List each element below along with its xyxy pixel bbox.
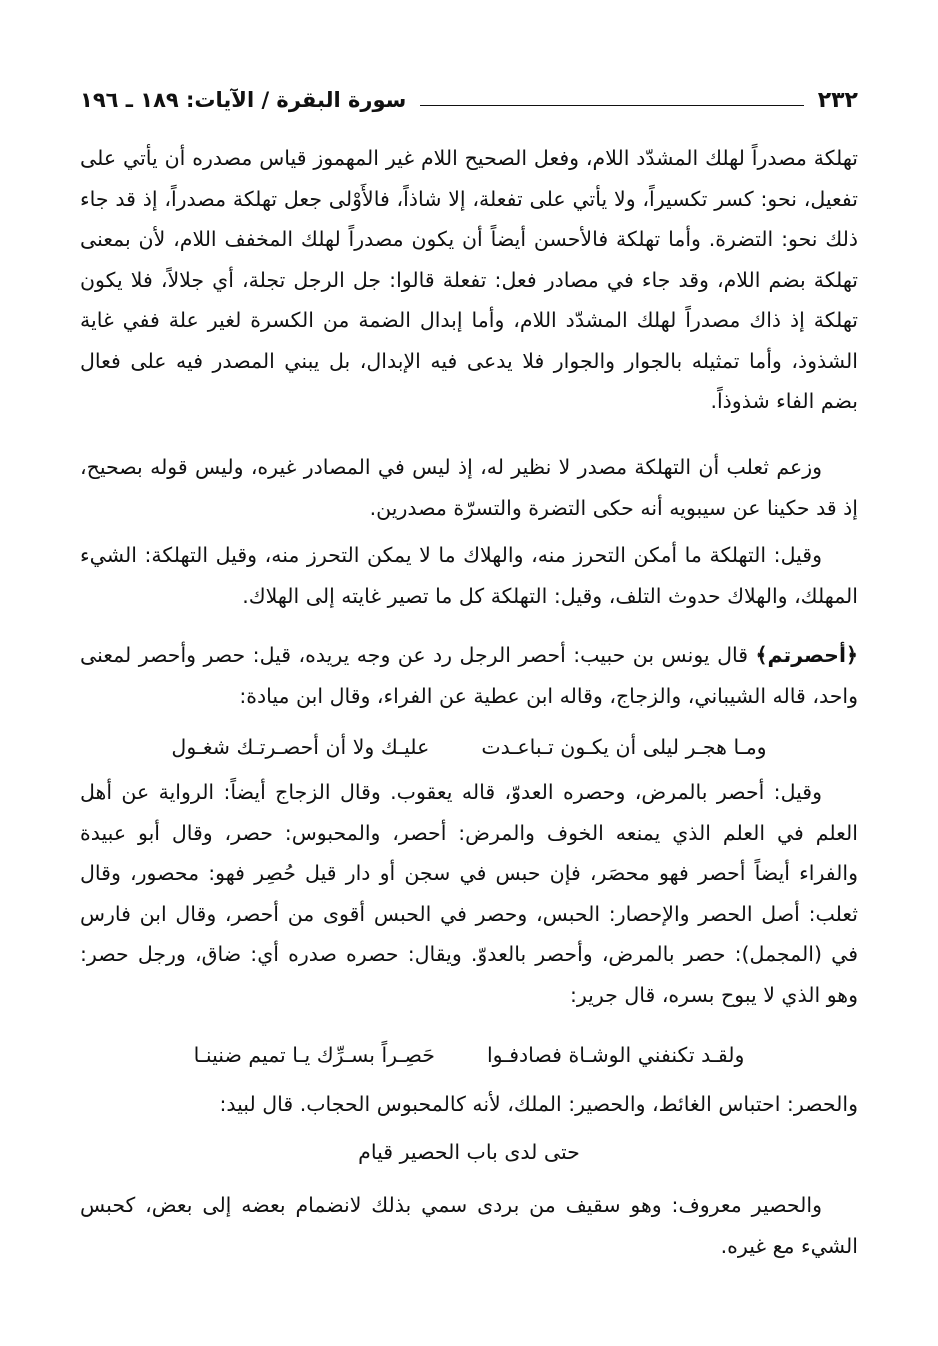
verse-2-second-hemistich: حَصِـراً بسـرِّك يـا تميم ضنينـا	[193, 1043, 435, 1067]
header-rule	[420, 105, 803, 106]
paragraph-3: وقيل: التهلكة ما أمكن التحرز منه، والهلاك ما لا يمكن التحرز منه، وقيل التهلكة: الشيء المهلك، والهلاك حدوث التلف، وقيل: التهلكة كل ما تصير غايته إلى الهلاك.	[80, 543, 858, 608]
paragraph-2: وزعم ثعلب أن التهلكة مصدر لا نظير له، إذ ليس في المصادر غيره، وليس قوله بصحيح، إذ قد حكينا عن سيبويه أنه حكى التضرة والتسرّة مصدرين.	[80, 455, 858, 520]
verse-3: حتى لدى باب الحصير قيام	[358, 1140, 580, 1164]
verse-2	[80, 1035, 858, 1075]
paragraph-4-text: قال يونس بن حبيب: أحصر الرجل رد عن وجه يريده، قيل: حصر وأحصر لمعنى واحد، قاله الشيباني، والزجاج، وقاله ابن عطية عن الفراء، وقال ابن ميادة:	[80, 643, 858, 708]
paragraph-5: وقيل: أحصر بالمرض، وحصره العدوّ، قاله يعقوب. وقال الزجاج أيضاً: الرواية عن أهل العلم في العلم الذي يمنعه الخوف والمرض: أحصر، والمحبوس: حصر، وقال أبو عبيدة والفراء أيضاً أحصر فهو محصَر، فإن حبس في سجن أو دار قيل حُصِر فهو: محصور، وقال ثعلب: أصل الحصر والإحصار: الحبس، وحصر في الحبس أقوى من أحصر، وقال ابن فارس في (المجمل): حصر بالمرض، وأحصر بالعدوّ. ويقال: حصره صدره أي: ضاق، ورجل حصر: وهو الذي لا يبوح بسره، قال جرير:	[80, 780, 858, 1007]
verse-1	[80, 727, 858, 767]
paragraph-1: تهلكة مصدراً لهلك المشدّد اللام، وفعل الصحيح اللام غير المهموز قياس مصدره أن يأتي على تفعيل، نحو: كسر تكسيراً، ولا يأتي على تفعلة، إلا شاذاً، فالأَوْلى جعل تهلكة مصدراً، إذ قد جاء ذلك نحو: التضرة. وأما تهلكة فالأحسن أيضاً أن يكون مصدراً لهلك المخفف اللام، لأن بمعنى تهلكة بضم اللام، وقد جاء في مصادر فعل: تفعلة قالوا: جل الرجل تجلة، أي جلالاً، فلا يكون تهلكة إذ ذاك مصدراً لهلك المشدّد اللام، وأما إبدال الضمة من الكسرة لغير علة ففي غاية الشذوذ، وأما تمثيله بالجوار والجوار فلا يدعى فيه الإبدال، بل يبني المصدر فيه على فعال بضم الفاء شذوذاً.	[80, 146, 858, 413]
quran-term: ﴿أحصرتم﴾	[755, 643, 858, 667]
verse-2-first-hemistich: ولقـد تكنفني الوشـاة فصادفـوا	[486, 1043, 745, 1067]
verse-1-first-hemistich: ومـا هجـر ليلى أن يكـون تـباعـدت	[481, 735, 767, 759]
verse-1-second-hemistich: عليـك ولا أن أحصـرتـك شغـول	[171, 735, 430, 759]
page-number: ٢٣٢	[817, 87, 858, 113]
paragraph-4	[80, 635, 858, 716]
page-header	[80, 80, 858, 120]
header-title: سورة البقرة / الآيات: ١٨٩ ـ ١٩٦	[80, 88, 407, 112]
paragraph-7: والحصير معروف: وهو سقيف من بردى سمي بذلك لانضمام بعضه إلى بعض، كحبس الشيء مع غيره.	[80, 1193, 858, 1258]
paragraph-6: والحصر: احتباس الغائط، والحصير: الملك، لأنه كالمحبوس الحجاب. قال لبيد:	[219, 1092, 858, 1116]
